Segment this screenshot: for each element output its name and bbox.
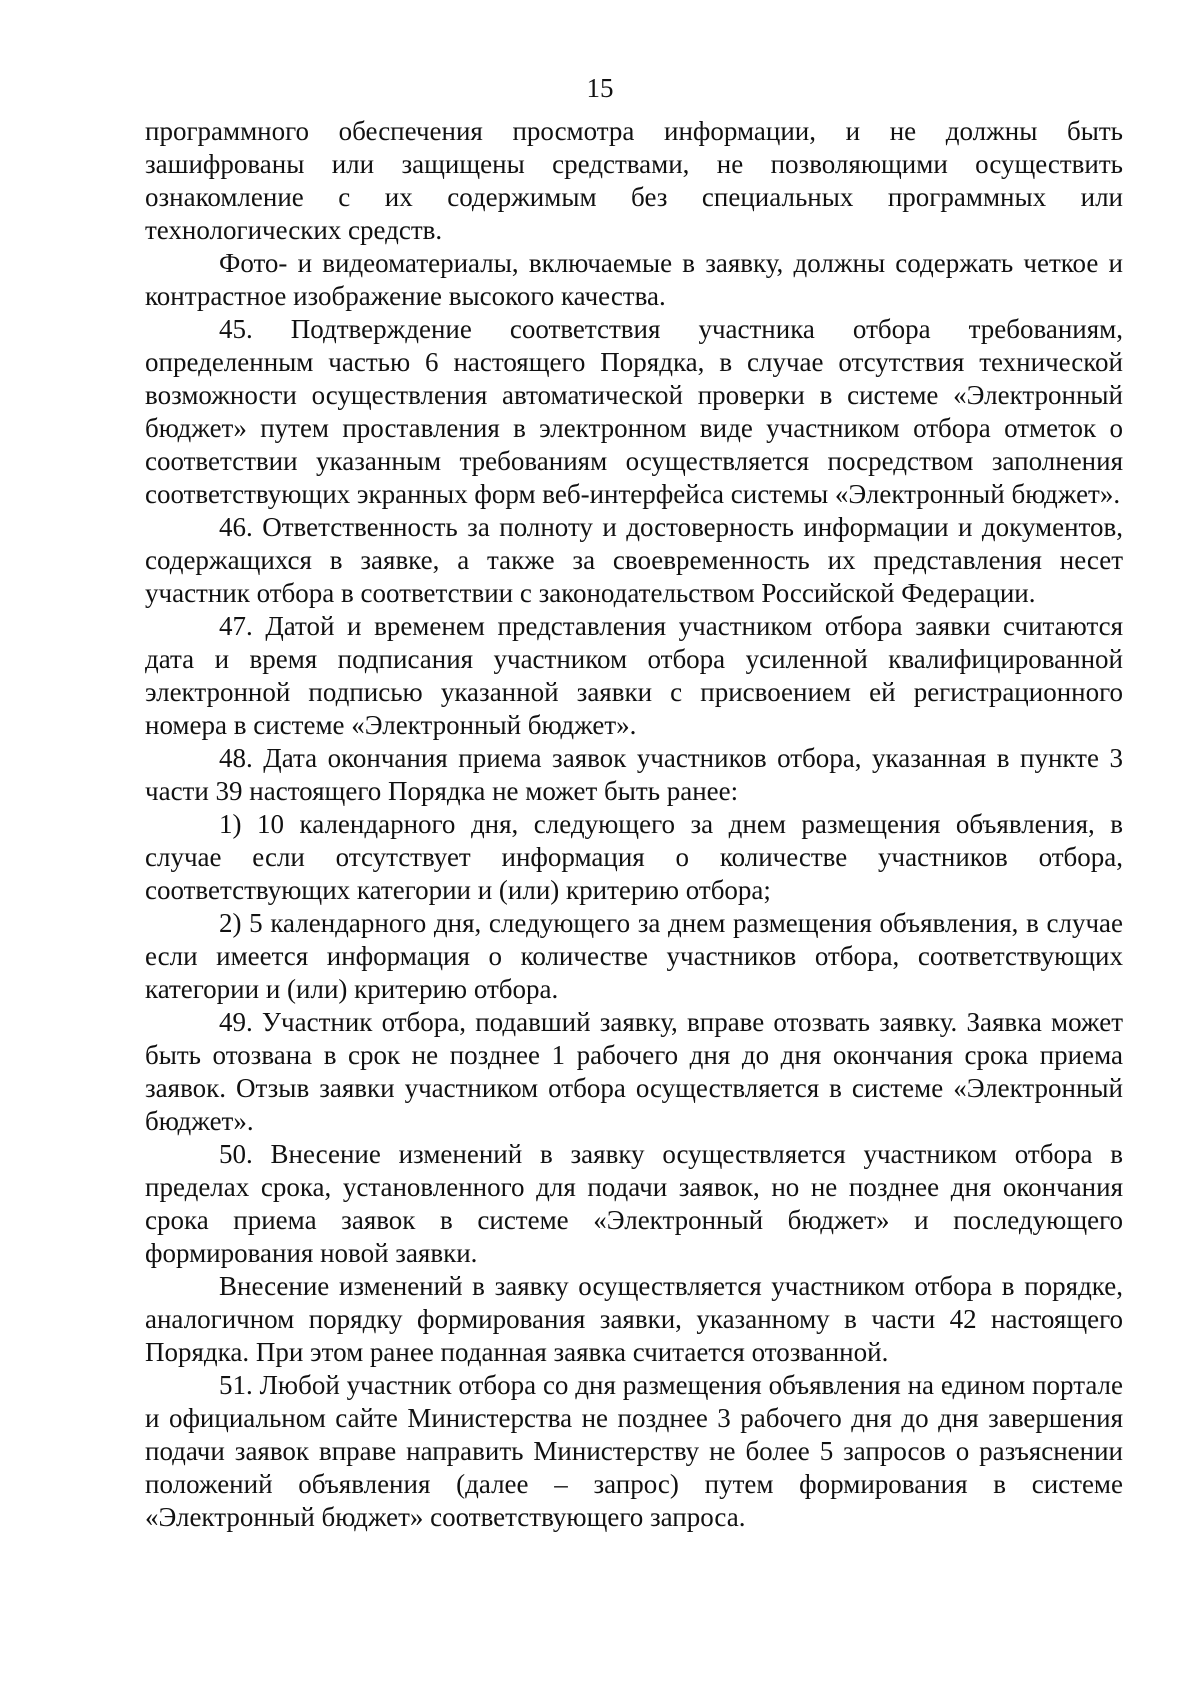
paragraph-continuation: программного обеспечения просмотра информации, и не должны быть зашифрованы или защищены средствами, не позволяющими осуществить ознакомление с их содержимым без специальных программных или технологических средств. [145,116,1123,245]
paragraph-51: 51. Любой участник отбора со дня размещения объявления на едином портале и официальном сайте Министерства не позднее 3 рабочего дня до дня завершения подачи заявок вправе направить Министерству не более 5 запросов о разъяснении положений объявления (далее – запрос) путем формирования в системе «Электронный бюджет» соответствующего запроса. [145,1370,1123,1532]
page-number: 15 [586,73,614,103]
paragraph-48: 48. Дата окончания приема заявок участников отбора, указанная в пункте 3 части 39 настоящего Порядка не может быть ранее: [145,743,1123,806]
paragraph-46: 46. Ответственность за полноту и достоверность информации и документов, содержащихся в заявке, а также за своевременность их представления несет участник отбора в соответствии с законодательством Российской Федерации. [145,512,1123,608]
paragraph-47: 47. Датой и временем представления участником отбора заявки считаются дата и время подписания участником отбора усиленной квалифицированной электронной подписью указанной заявки с присвоением ей регистрационного номера в системе «Электронный бюджет». [145,611,1123,740]
paragraph-48-item-2: 2) 5 календарного дня, следующего за днем размещения объявления, в случае если имеется информация о количестве участников отбора, соответствующих категории и (или) критерию отбора. [145,908,1123,1004]
paragraph-media-requirements: Фото- и видеоматериалы, включаемые в заявку, должны содержать четкое и контрастное изображение высокого качества. [145,248,1123,311]
paragraph-50: 50. Внесение изменений в заявку осуществляется участником отбора в пределах срока, установленного для подачи заявок, но не позднее дня окончания срока приема заявок в системе «Электронный бюджет» и последующего формирования новой заявки. [145,1139,1123,1268]
paragraph-50-continuation: Внесение изменений в заявку осуществляется участником отбора в порядке, аналогичном порядку формирования заявки, указанному в части 42 настоящего Порядка. При этом ранее поданная заявка считается отозванной. [145,1271,1123,1367]
paragraph-48-item-1: 1) 10 календарного дня, следующего за днем размещения объявления, в случае если отсутствует информация о количестве участников отбора, соответствующих категории и (или) критерию отбора; [145,809,1123,905]
paragraph-49: 49. Участник отбора, подавший заявку, вправе отозвать заявку. Заявка может быть отозвана в срок не позднее 1 рабочего дня до дня окончания срока приема заявок. Отзыв заявки участником отбора осуществляется в системе «Электронный бюджет». [145,1007,1123,1136]
paragraph-45: 45. Подтверждение соответствия участника отбора требованиям, определенным частью 6 настоящего Порядка, в случае отсутствия технической возможности осуществления автоматической проверки в системе «Электронный бюджет» путем проставления в электронном виде участником отбора отметок о соответствии указанным требованиям осуществляется посредством заполнения соответствующих экранных форм веб-интерфейса системы «Электронный бюджет». [145,314,1123,509]
document-body [145,115,1123,1534]
